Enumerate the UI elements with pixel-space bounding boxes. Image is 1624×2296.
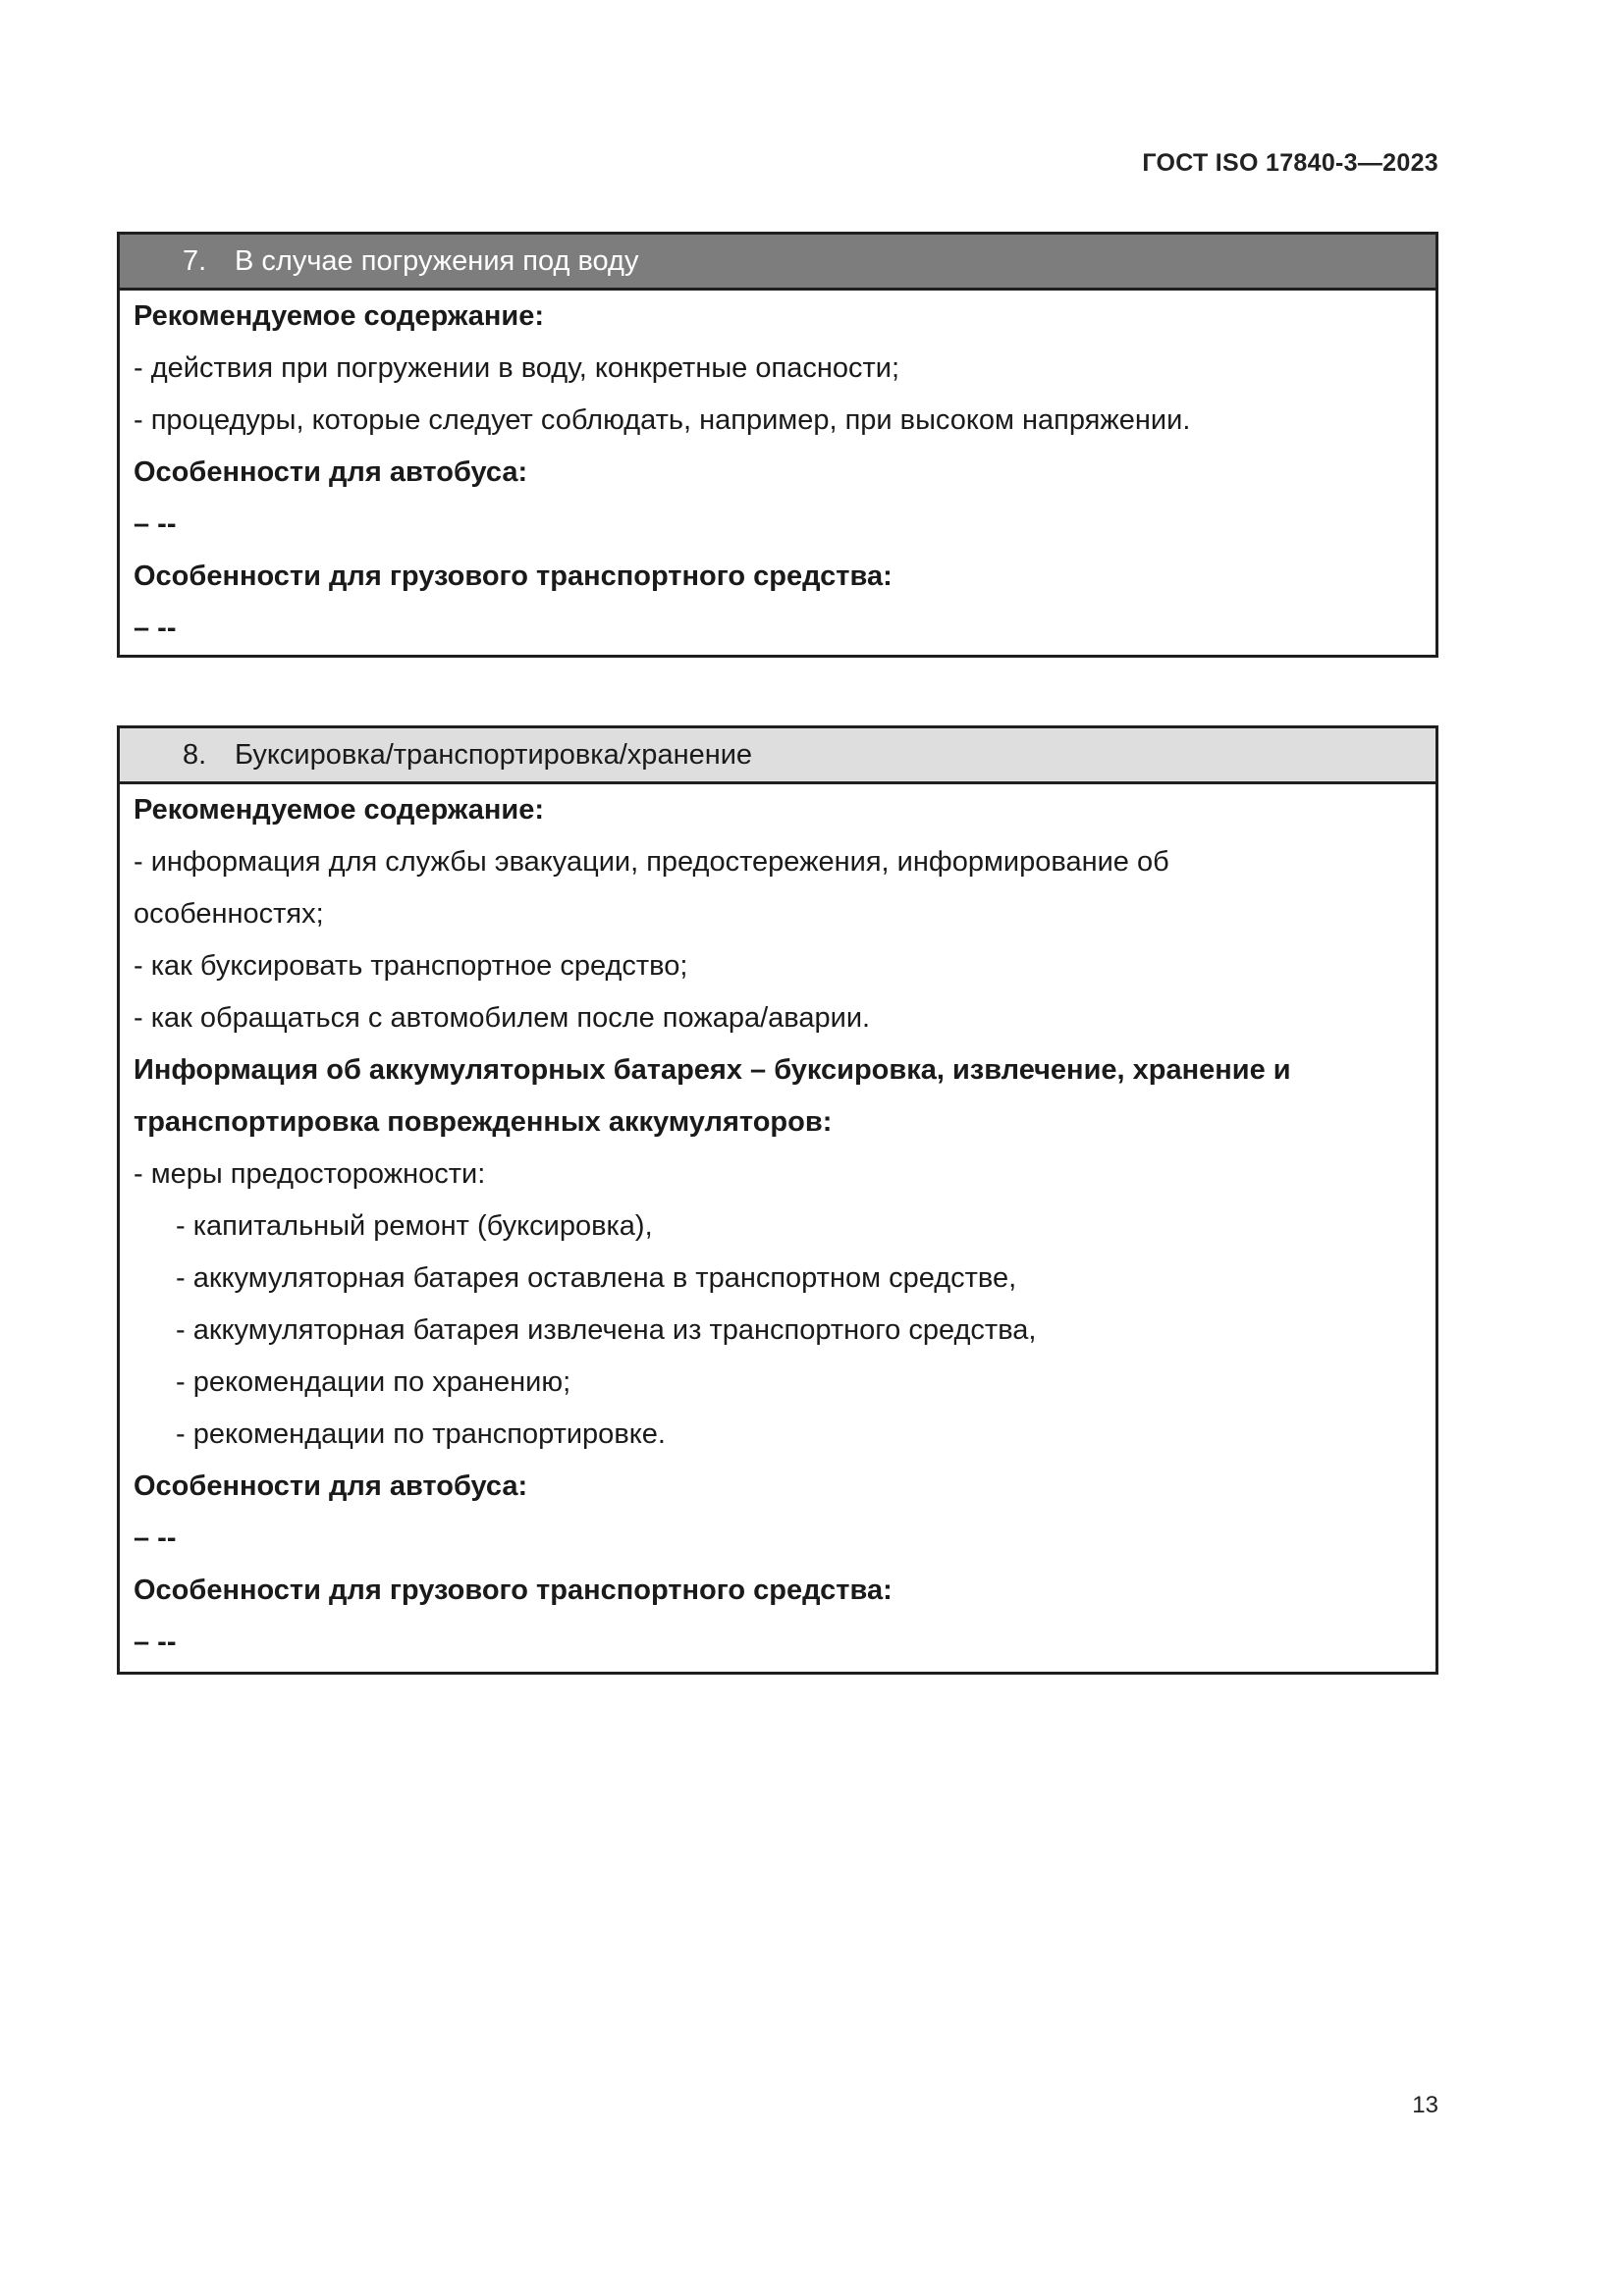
precautions-subitem: - рекомендации по транспортировке. — [176, 1418, 666, 1450]
section-8-header — [120, 728, 1435, 784]
section-7-number: 7. — [183, 244, 207, 277]
section-8-number: 8. — [183, 738, 207, 771]
bus-features-value: – -- — [134, 508, 177, 540]
section-7-title: В случае погружения под воду — [235, 244, 639, 277]
recommended-content-heading: Рекомендуемое содержание: — [134, 794, 545, 826]
truck-features-heading: Особенности для грузового транспортного средства: — [134, 561, 893, 592]
truck-features-value: – -- — [134, 613, 177, 644]
precautions-item: - меры предосторожности: — [134, 1158, 486, 1190]
recommended-item: - как обращаться с автомобилем после пожара/аварии. — [134, 1002, 871, 1034]
section-7-body — [120, 291, 1435, 655]
bus-features-heading: Особенности для автобуса: — [134, 1470, 528, 1502]
bus-features-heading: Особенности для автобуса: — [134, 456, 528, 488]
recommended-item-continuation: особенностях; — [134, 898, 324, 930]
battery-info-heading-continuation: транспортировка поврежденных аккумуляторов: — [134, 1106, 833, 1138]
recommended-item: - процедуры, которые следует соблюдать, например, при высоком напряжении. — [134, 404, 1191, 436]
truck-features-heading: Особенности для грузового транспортного средства: — [134, 1575, 893, 1606]
section-7-box — [117, 232, 1438, 658]
recommended-item: - действия при погружении в воду, конкретные опасности; — [134, 352, 900, 384]
section-8-box — [117, 725, 1438, 1675]
page-number: 13 — [1412, 2092, 1438, 2118]
recommended-item: - информация для службы эвакуации, предостережения, информирование об — [134, 846, 1169, 878]
precautions-subitem: - капитальный ремонт (буксировка), — [176, 1210, 653, 1242]
section-8-title: Буксировка/транспортировка/хранение — [235, 738, 753, 771]
document-code: ГОСТ ISO 17840-3—2023 — [1142, 149, 1438, 177]
section-8-body — [120, 784, 1435, 1669]
recommended-item: - как буксировать транспортное средство; — [134, 950, 688, 982]
bus-features-value: – -- — [134, 1522, 177, 1554]
precautions-subitem: - аккумуляторная батарея оставлена в транспортном средстве, — [176, 1262, 1017, 1294]
recommended-content-heading: Рекомендуемое содержание: — [134, 300, 545, 332]
truck-features-value: – -- — [134, 1627, 177, 1658]
battery-info-heading: Информация об аккумуляторных батареях – буксировка, извлечение, хранение и — [134, 1054, 1291, 1086]
section-7-header — [120, 235, 1435, 291]
precautions-subitem: - рекомендации по хранению; — [176, 1366, 571, 1398]
precautions-subitem: - аккумуляторная батарея извлечена из транспортного средства, — [176, 1314, 1037, 1346]
